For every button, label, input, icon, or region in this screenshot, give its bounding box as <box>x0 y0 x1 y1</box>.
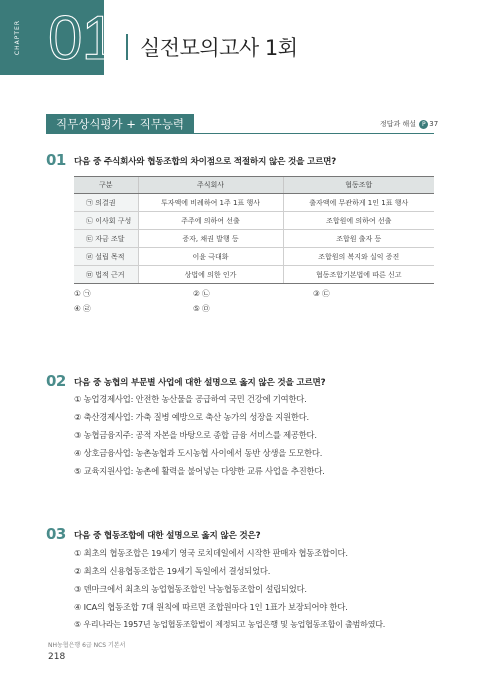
table-cell: 조합원의 복지와 실익 증진 <box>283 248 434 266</box>
answer-choice: ④ 상호금융사업: 농촌농협과 도시농협 사이에서 동반 상생을 도모한다. <box>74 448 323 458</box>
table-cell: 출자액에 무관하게 1인 1표 행사 <box>283 194 434 212</box>
answer-option: ② ㉡ <box>193 289 210 298</box>
table-header: 협동조합 <box>283 177 434 194</box>
answer-ref-page: 37 <box>429 120 439 128</box>
title-divider <box>126 34 128 60</box>
table-cell: 조합원에 의하여 선출 <box>283 212 434 230</box>
answer-option: ④ ㉣ <box>74 304 91 313</box>
page-title: 실전모의고사 1회 <box>140 36 298 60</box>
table-header: 구분 <box>74 177 138 194</box>
chapter-label: CHAPTER <box>14 20 21 56</box>
table-header: 주식회사 <box>138 177 283 194</box>
footer-page-number: 218 <box>48 652 66 662</box>
table-cell: 상법에 의한 인가 <box>138 266 283 284</box>
answer-choice: ③ 덴마크에서 최초의 농업협동조합인 낙농협동조합이 설립되었다. <box>74 584 307 594</box>
table-row <box>74 248 434 266</box>
question-number: 03 <box>46 525 66 543</box>
footer-book-title: NH농협은행 6급 NCS 기본서 <box>48 642 126 649</box>
section-label: 직무상식평가 + 직무능력평가 <box>46 114 194 134</box>
table-cell: 협동조합기본법에 따른 신고 <box>283 266 434 284</box>
question-number: 02 <box>46 372 66 390</box>
answer-choice: ③ 농협금융지주: 공적 자본을 바탕으로 종합 금융 서비스를 제공한다. <box>74 430 317 440</box>
answer-ref-text: 정답과 해설 <box>380 120 417 128</box>
answer-choice: ① 최초의 협동조합은 19세기 영국 로치데일에서 시작한 판매자 협동조합이다. <box>74 548 348 558</box>
answer-choice: ① 농업경제사업: 안전한 농산물을 공급하여 국민 건강에 기여한다. <box>74 394 307 404</box>
table-cell: 투자액에 비례하여 1주 1표 행사 <box>138 194 283 212</box>
table-row <box>74 212 434 230</box>
table-cell: 이윤 극대화 <box>138 248 283 266</box>
table-cell: 증자, 채권 발행 등 <box>138 230 283 248</box>
table-row <box>74 194 434 212</box>
answer-option: ③ ㉢ <box>313 289 330 298</box>
table-cell: 주주에 의하여 선출 <box>138 212 283 230</box>
answer-choice: ⑤ 교육지원사업: 농촌에 활력을 불어넣는 다양한 교류 사업을 추진한다. <box>74 466 325 476</box>
answer-option: ① ㉠ <box>74 289 91 298</box>
section-underline <box>194 133 434 134</box>
table-cell: 조합원 출자 등 <box>283 230 434 248</box>
comparison-table <box>74 176 434 284</box>
table-row <box>74 230 434 248</box>
table-row <box>74 266 434 284</box>
table-cell: ㉣ 설립 목적 <box>74 248 138 266</box>
answer-choice: ② 최초의 신용협동조합은 19세기 독일에서 결성되었다. <box>74 566 271 576</box>
table-header-row <box>74 177 434 194</box>
table-cell: ㉤ 법적 근거 <box>74 266 138 284</box>
question-text: 다음 중 주식회사와 협동조합의 차이점으로 적절하지 않은 것을 고르면? <box>74 157 337 167</box>
question-text: 다음 중 협동조합에 대한 설명으로 옳지 않은 것은? <box>74 531 261 541</box>
table-cell: ㉠ 의결권 <box>74 194 138 212</box>
page-badge-icon: P <box>419 120 428 129</box>
question-number: 01 <box>46 151 66 169</box>
table-cell: ㉡ 이사회 구성 <box>74 212 138 230</box>
table-cell: ㉢ 자금 조달 <box>74 230 138 248</box>
answer-choice: ④ ICA의 협동조합 7대 원칙에 따르면 조합원마다 1인 1표가 보장되어야 한다. <box>74 602 348 612</box>
chapter-number: 01 <box>48 4 115 73</box>
answer-option: ⑤ ㉤ <box>193 304 210 313</box>
answer-choice: ⑤ 우리나라는 1957년 농업협동조합법이 제정되고 농업은행 및 농업협동조합이 출범하였다. <box>74 620 386 629</box>
answer-choice: ② 축산경제사업: 가축 질병 예방으로 축산 농가의 성장을 지원한다. <box>74 412 309 422</box>
question-text: 다음 중 농협의 부문별 사업에 대한 설명으로 옳지 않은 것을 고르면? <box>74 378 326 388</box>
answer-reference <box>380 119 438 129</box>
